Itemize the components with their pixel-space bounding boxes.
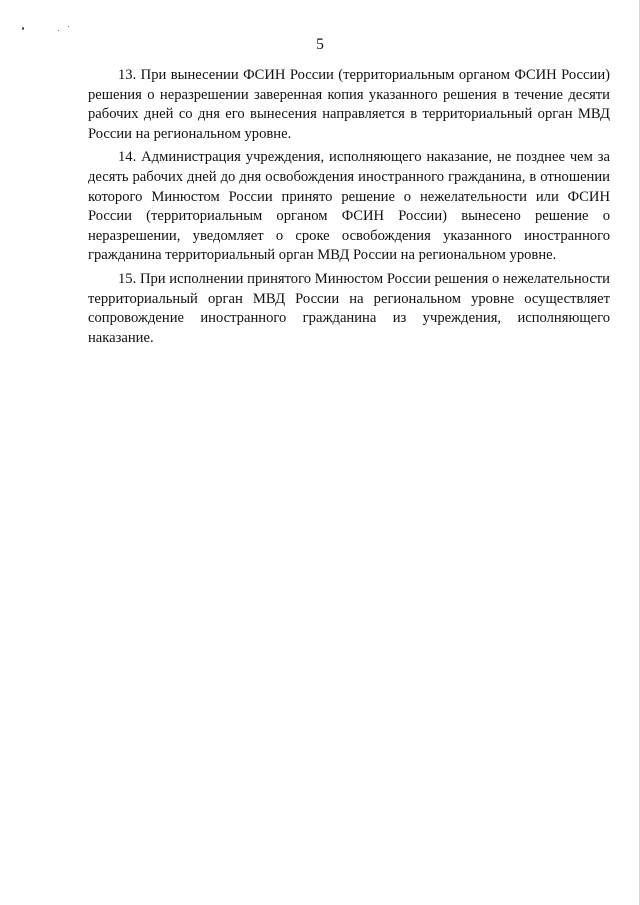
paragraph-14: 14. Администрация учреждения, исполняющего наказание, не позднее чем за десять рабочих дней до дня освобождения иностранного гражданина, в отношении которого Минюстом России принято решение о нежелательности или ФСИН России (территориальным органом ФСИН России) вынесено решение о неразрешении, уведомляет о сроке освобождения указанного иностранного гражданина территориальный орган МВД России на региональном уровне. [88, 149, 610, 264]
paragraph-13: 13. При вынесении ФСИН России (территориальным органом ФСИН России) решения о неразрешении заверенная копия указанного решения в течение десяти рабочих дней со дня его вынесения направляется в территориальный орган МВД России на региональном уровне. [88, 67, 610, 142]
scan-speck [58, 30, 59, 31]
scan-speck [22, 27, 24, 30]
paragraph-15: 15. При исполнении принятого Минюстом России решения о нежелательности территориальный орган МВД России на региональном уровне осуществляет сопровождение иностранного гражданина из учреждения, исполняющего наказание. [88, 270, 610, 346]
scan-speck [68, 26, 69, 27]
document-body [88, 66, 610, 352]
page-number: 5 [316, 36, 324, 53]
